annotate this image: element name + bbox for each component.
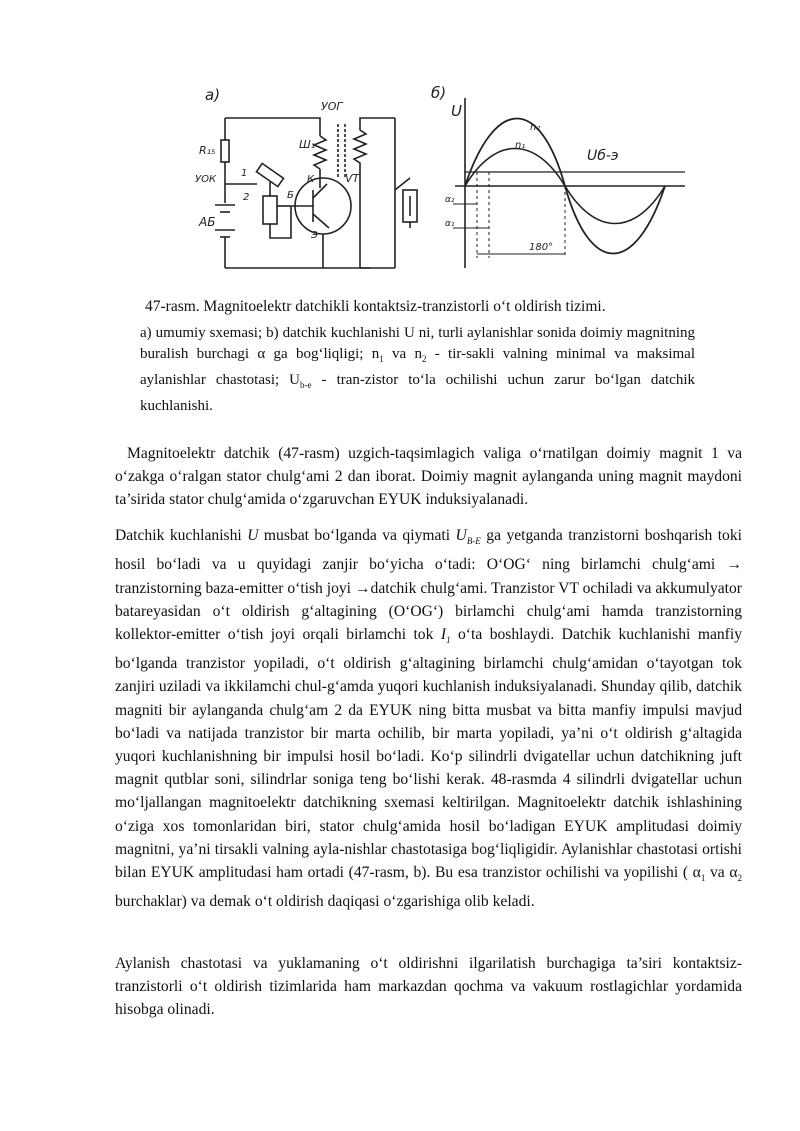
caption-text: - tran-zistor to‘la [311,372,436,388]
subscript: 1 [446,635,451,646]
deg-label: 180° [529,242,554,253]
emitter-label: Э [311,230,318,241]
subscript: 2 [737,873,742,884]
paragraph-text: ga yetganda tranzistorni boshqarish toki hosil bo‘ladi va u quyidagi zanjir bo‘yicha o‘tadi: O‘OG‘ ning birlamchi chulg‘ami → tranzistorning baza-emitter o‘tish joyi →datchik chulg‘ami. Tranzistor VT ochiladi va akkumulyator batareyasidan o‘t oldirish g‘altagining (O‘OG‘) birlamchi chulg‘ami hamda tranzistorning kollektor-emitter o‘tish joyi orqali birlamchi tok [115,527,742,643]
resistor-label: R₁₅ [199,144,216,157]
base-label: Б [287,190,294,201]
caption-text: - tir-sakli [426,346,495,362]
caption-line: a) umumiy sxemasi; b) datchik kuchlanishi U ni, turli aylanishlar sonida [140,325,577,341]
alpha-symbol: α [692,864,701,882]
n1-label: n₁ [515,140,526,151]
subscript: 2 [421,354,427,364]
caption-text: ga bog‘liqligi; n [265,346,380,362]
figure-caption-body [140,323,695,417]
paragraph-text: Magnitoelektr datchik (47-rasm) uzgich-taqsimlagich valiga o‘rnatilgan doimiy magnit 1 va o‘zakga o‘ralgan stator chulg‘ami 2 dan iborat. Doimiy magnit aylanganda uning magnit maydoni ta’sirida stator chulg‘amida o‘zgaruvchan EYUK induksiyalanadi. [115,445,742,509]
caption-line: ochilishi uchun zarur bo‘lgan datchik kuchlanishi. [140,372,695,414]
collector-label: К [307,174,315,185]
u-axis-label: U [451,102,462,120]
coil-number: 2 [243,192,250,203]
label-b: б) [431,84,447,102]
figure-caption-title: 47-rasm. Magnitoelektr datchikli kontaktsiz-tranzistorli o‘t oldirish tizimi. [145,298,606,315]
symbol-u: U [247,527,259,544]
subscript: 1 [379,354,384,364]
subscript: B-E [466,536,481,547]
yok-label: УОК [195,174,217,185]
alpha2-label: α₂ [445,195,455,205]
top-label: УОГ [321,100,343,113]
battery-label: АБ [199,215,216,229]
subscript: 1 [700,873,706,884]
primary-label: Ш₁ [299,138,316,151]
magnet-number: 1 [241,168,248,179]
figure-47 [195,78,695,278]
caption-text: va n [383,346,422,362]
alpha-symbol: α [729,864,738,882]
paragraph-2 [115,524,742,914]
paragraph-text: Datchik kuchlanishi [115,527,248,544]
paragraph-1 [115,442,742,512]
figure-drawing [195,78,695,278]
paragraph-3: Aylanish chastotasi va yuklamaning o‘t oldirishni ilgarilatish burchagiga ta’siri kontaktsiz-tranzistorli o‘t oldirish tizimlarida ham markazdan qochma va vakuum rostlagichlar yordamida hisobga olinadi. [115,955,742,1019]
caption-text: doimiy magnitning buralish burchagi [140,325,695,362]
caption-text: valning minimal va maksimal aylanishlar chastotasi; U [140,346,695,388]
paragraph-text: va [705,864,730,882]
label-a: а) [205,86,221,104]
resistor [221,140,229,162]
symbol-ube: U [455,527,467,544]
alpha1-label: α₁ [445,219,455,229]
n2-label: n₂ [530,122,541,133]
symbol-i: I [440,625,447,643]
paragraph-text: burchaklar) va demak o‘t oldirish daqiqasi o‘zgarishiga olib keladi. [115,893,535,911]
voltage-graph [453,98,685,268]
paragraph-text: o‘ta boshlaydi. Datchik kuchlanishi manfiy bo‘lganda tranzistor yopiladi, o‘t oldirish g‘altagining birlamchi chulg‘amidan o‘tayotgan tok zanjiri uziladi va ikkilamchi chul-g‘amda yuqori kuchlanish induksiyalanadi. Shunday qilib, datchik magniti bir aylanganda chulg‘am 2 da EYUK ning bitta musbat va bitta manfiy impulsi mavjud bo‘ladi va natijada tranzistor bir marta ochilib, bir marta yopiladi, ya’ni o‘t oldirish g‘altagida yuqori kuchlanishning bir impulsi hosil bo‘ladi. Ko‘p silindrli dvigatellar uchun datchikning juft magnit qutblar soni, silindrlar soniga teng bo‘lishi kerak. 48-rasmda 4 silindrli dvigatellar uchun mo‘ljallangan magnitoelektr datchikning sxemasi keltirilgan. Magnitoelektr datchik ishlashining o‘ziga xos tomonlaridan biri, stator chulg‘amida hosil bo‘ladigan EYUK amplitudasi doimiy magnitni, ya’ni tirsakli valning ayla-nishlar chastotasiga bog‘liqligidir. Aylanishlar chastotasi ortishi bilan EYUK amplitudasi ham ortadi (47-rasm, b). Bu esa tranzistor ochilishi va yopilishi ( [115,625,742,882]
subscript: b-e [300,380,312,390]
ube-label: Uб-э [587,148,619,164]
transistor-label: VT [345,172,360,185]
paragraph-text: musbat bo‘lganda va qiymati [258,527,456,544]
alpha-symbol: α [257,346,266,362]
